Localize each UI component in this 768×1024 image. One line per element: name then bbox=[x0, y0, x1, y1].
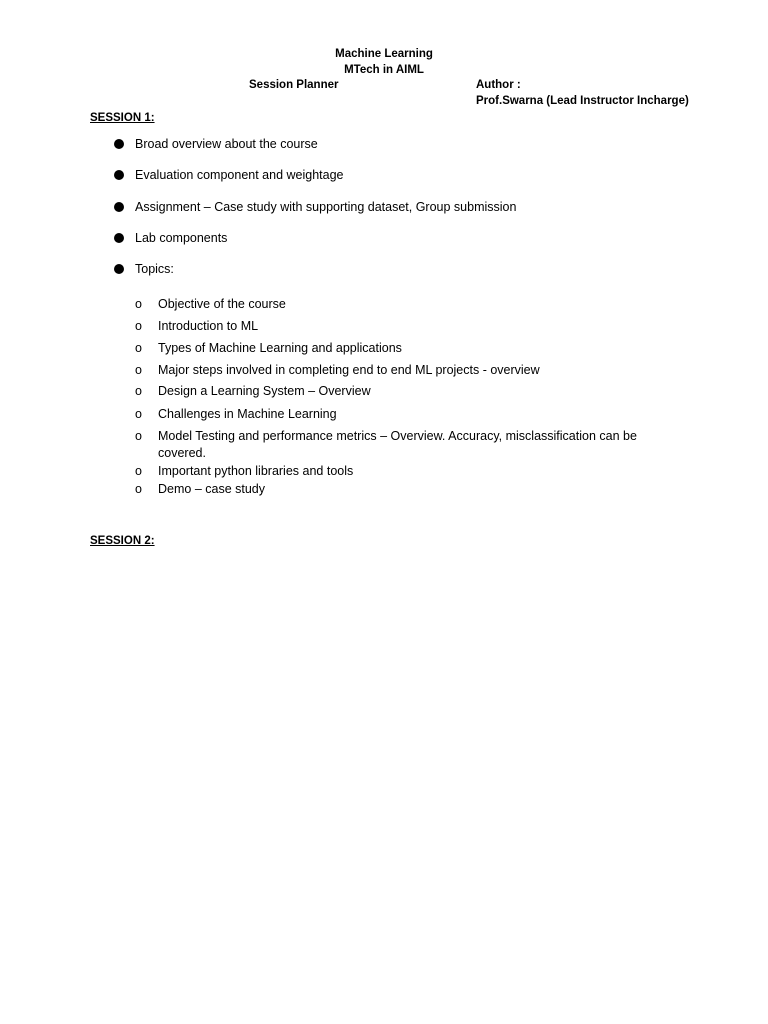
topic-text: Types of Machine Learning and applications bbox=[158, 341, 402, 355]
session-1-heading: SESSION 1: bbox=[90, 112, 155, 124]
bullet-dot-icon bbox=[114, 233, 124, 243]
circle-bullet-icon: o bbox=[135, 363, 142, 377]
circle-bullet-icon: o bbox=[135, 297, 142, 311]
circle-bullet-icon: o bbox=[135, 407, 142, 421]
document-title: Machine Learning bbox=[335, 48, 433, 60]
topic-text: Important python libraries and tools bbox=[158, 464, 354, 478]
circle-bullet-icon: o bbox=[135, 384, 142, 398]
author-name: Prof.Swarna (Lead Instructor Incharge) bbox=[476, 95, 689, 107]
topic-text: Introduction to ML bbox=[158, 319, 259, 333]
bullet-dot-icon bbox=[114, 264, 124, 274]
author-label: Author : bbox=[476, 79, 521, 91]
circle-bullet-icon: o bbox=[135, 482, 142, 496]
program-title: MTech in AIML bbox=[344, 64, 424, 76]
bullet-text: Evaluation component and weightage bbox=[135, 168, 344, 182]
circle-bullet-icon: o bbox=[135, 319, 142, 333]
circle-bullet-icon: o bbox=[135, 429, 142, 443]
bullet-dot-icon bbox=[114, 139, 124, 149]
bullet-text: Topics: bbox=[135, 262, 174, 276]
topic-text: Design a Learning System – Overview bbox=[158, 384, 371, 398]
circle-bullet-icon: o bbox=[135, 341, 142, 355]
planner-title: Session Planner bbox=[249, 79, 339, 91]
topic-text: Major steps involved in completing end to end ML projects - overview bbox=[158, 363, 540, 377]
session-2-heading: SESSION 2: bbox=[90, 535, 155, 547]
bullet-dot-icon bbox=[114, 202, 124, 212]
bullet-text: Broad overview about the course bbox=[135, 137, 318, 151]
bullet-text: Lab components bbox=[135, 231, 228, 245]
topic-text: Demo – case study bbox=[158, 482, 265, 496]
bullet-text: Assignment – Case study with supporting dataset, Group submission bbox=[135, 200, 517, 214]
topic-text: Model Testing and performance metrics – Overview. Accuracy, misclassification can be covered. bbox=[158, 429, 637, 460]
bullet-dot-icon bbox=[114, 170, 124, 180]
topic-text: Objective of the course bbox=[158, 297, 286, 311]
circle-bullet-icon: o bbox=[135, 464, 142, 478]
topic-text: Challenges in Machine Learning bbox=[158, 407, 337, 421]
